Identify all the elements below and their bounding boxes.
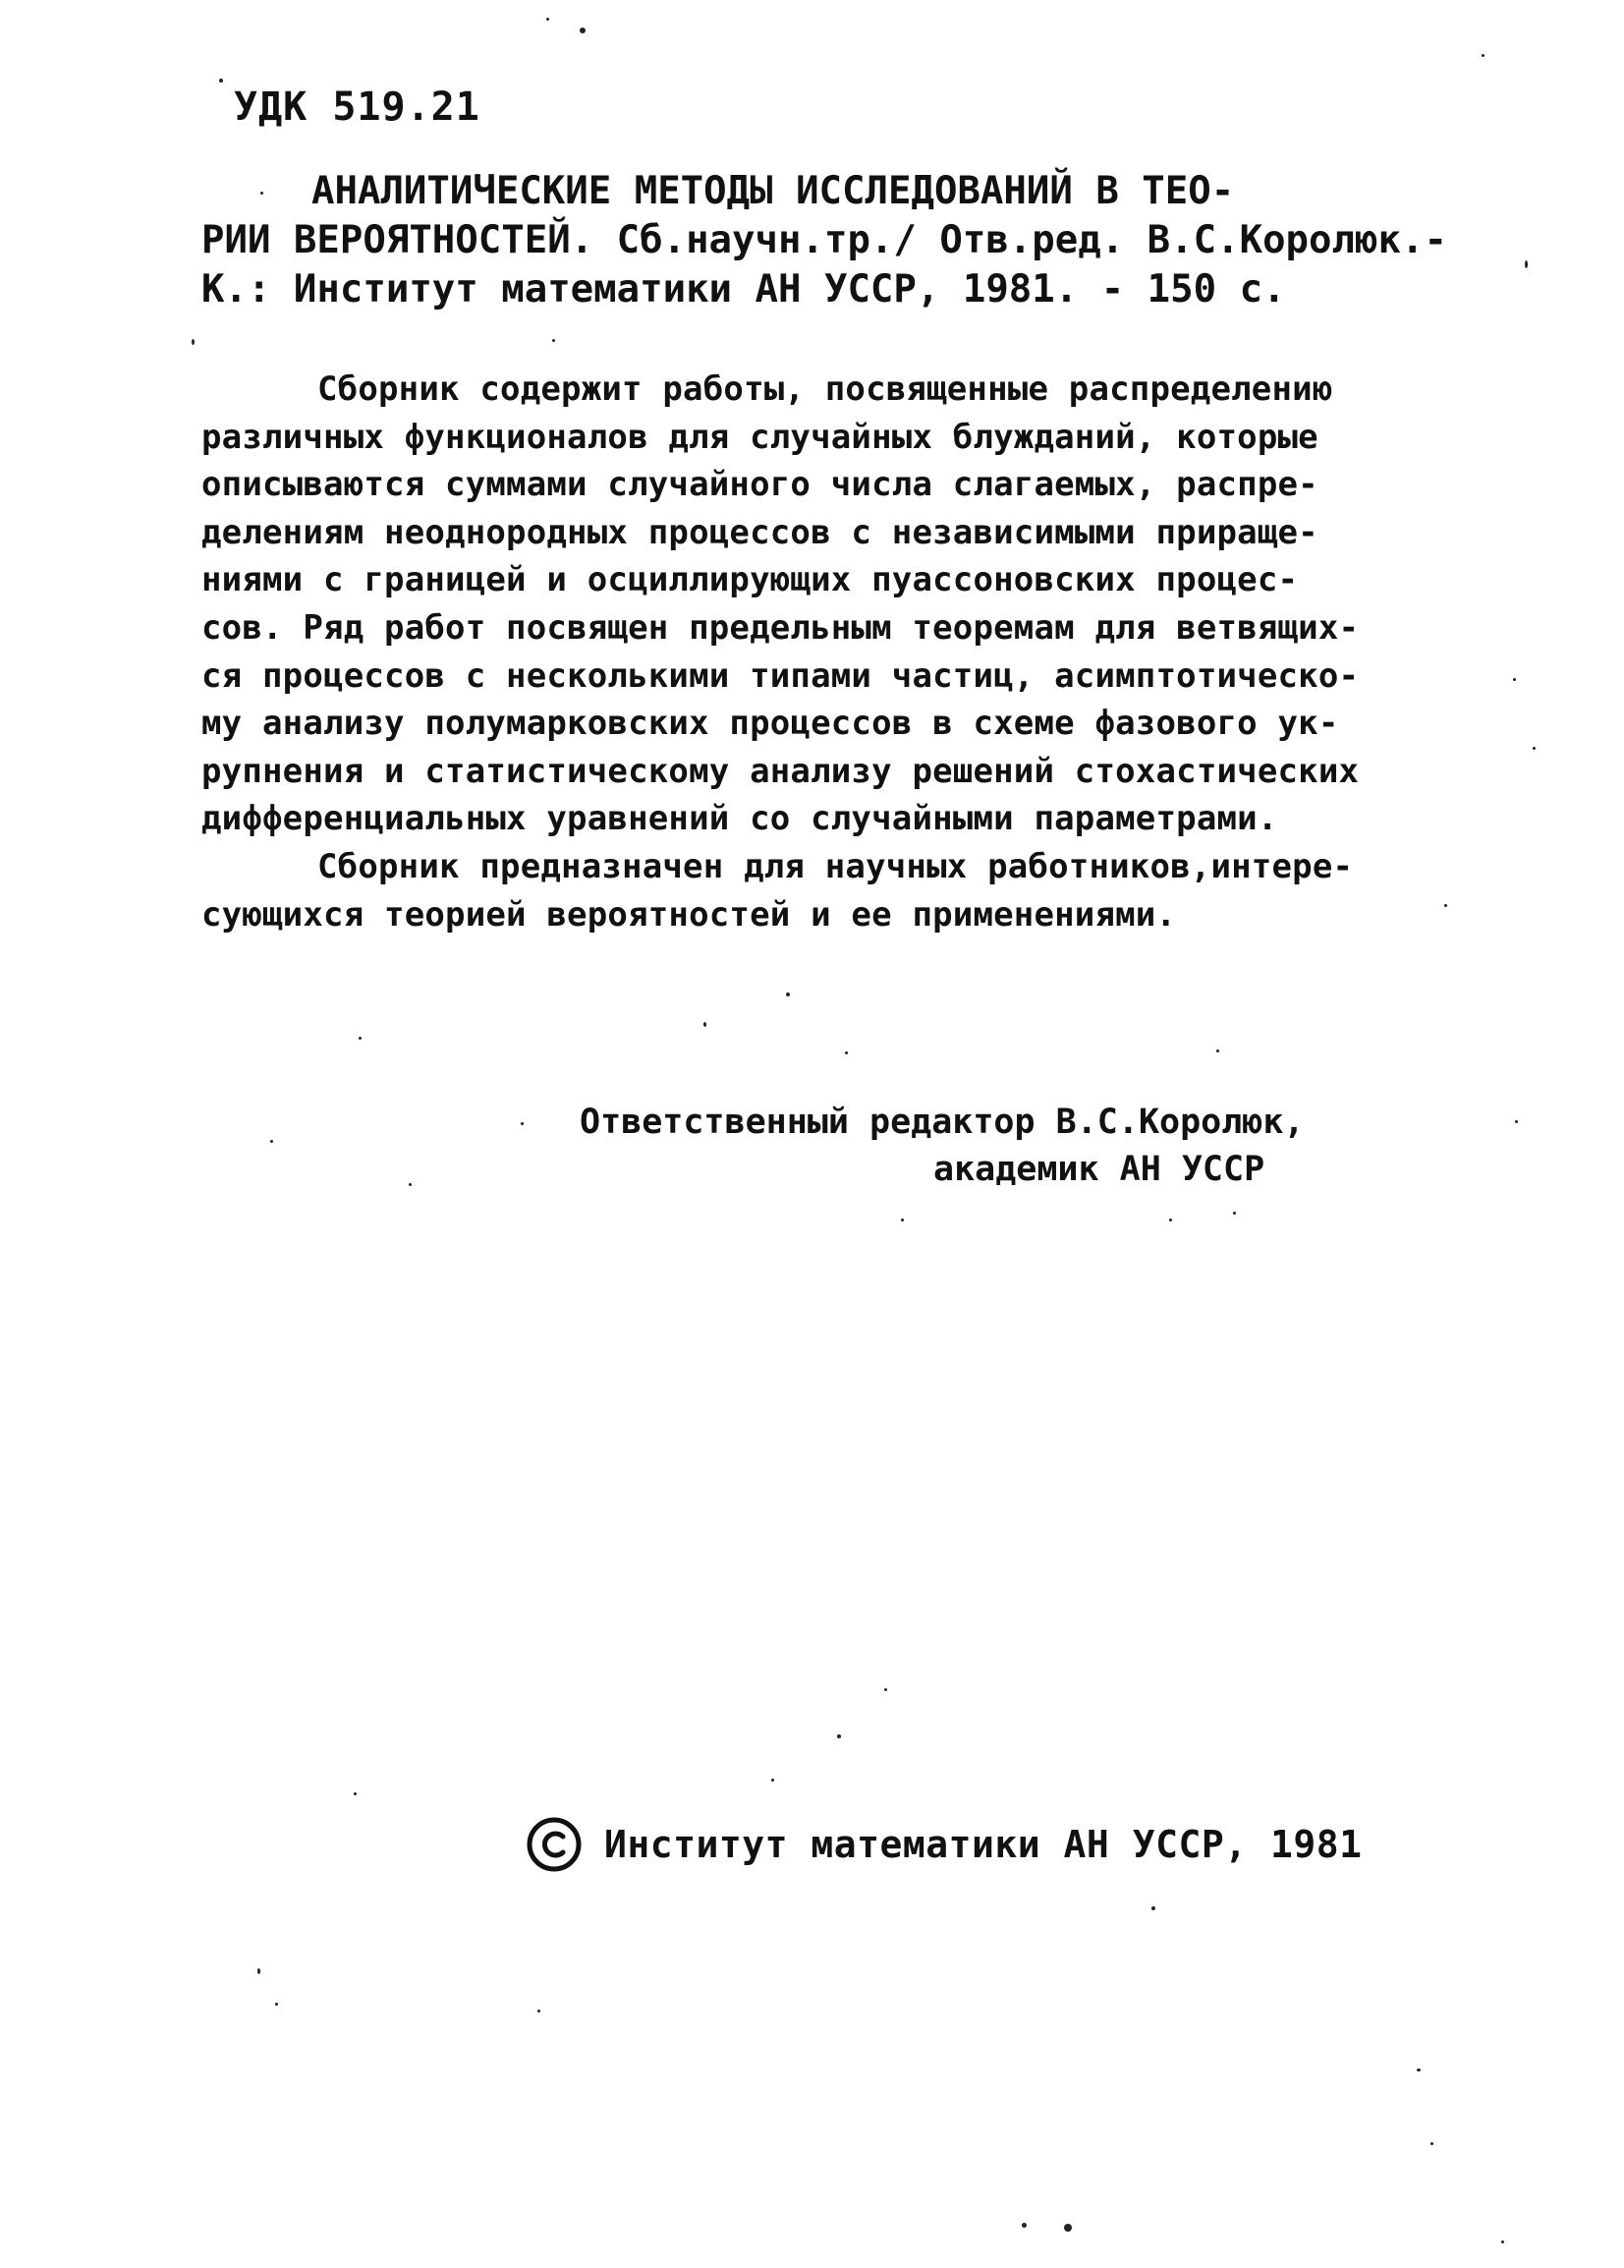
bibliographic-record: [201, 167, 1498, 314]
editor-title-line: академик АН УССР: [933, 1150, 1265, 1189]
abstract-line: ниями с границей и осциллирующих пуассоновских процес-: [201, 560, 1299, 600]
udc-code: УДК 519.21: [234, 85, 480, 130]
abstract-line: Сборник предназначен для научных работников,интере-: [317, 846, 1354, 886]
abstract-line: рупнения и статистическому анализу решений стохастических: [201, 751, 1360, 791]
biblio-line: АНАЛИТИЧЕСКИЕ МЕТОДЫ ИССЛЕДОВАНИЙ В ТЕО-: [311, 169, 1235, 213]
abstract-line: Сборник содержит работы, посвященные распределению: [317, 369, 1333, 409]
copyright-text: Институт математики АН УССР, 1981: [604, 1823, 1363, 1866]
biblio-line: К.: Институт математики АН УССР, 1981. - 150 с.: [201, 267, 1286, 312]
responsible-editor: [580, 1099, 1464, 1193]
editor-line: Ответственный редактор В.С.Королюк,: [580, 1103, 1305, 1142]
copyright-icon: [526, 1816, 583, 1873]
abstract: [201, 366, 1508, 938]
copyright-notice: [526, 1816, 1362, 1873]
abstract-line: сов. Ряд работ посвящен предельным теоремам для ветвящих-: [201, 607, 1360, 648]
abstract-line: различных функционалов для случайных блужданий, которые: [201, 417, 1318, 457]
biblio-line: РИИ ВЕРОЯТНОСТЕЙ. Сб.научн.тр./ Отв.ред. В.С.Королюк.-: [201, 218, 1447, 262]
abstract-line: ся процессов с несколькими типами частиц, асимптотическо-: [201, 655, 1360, 696]
abstract-line: сующихся теорией вероятностей и ее применениями.: [201, 894, 1177, 935]
abstract-line: дифференциальных уравнений со случайными параметрами.: [201, 799, 1278, 839]
abstract-line: делениям неоднородных процессов с независимыми прираще-: [201, 512, 1318, 552]
abstract-line: описываются суммами случайного числа слагаемых, распре-: [201, 465, 1318, 505]
abstract-line: му анализу полумарковских процессов в схеме фазового ук-: [201, 704, 1339, 744]
